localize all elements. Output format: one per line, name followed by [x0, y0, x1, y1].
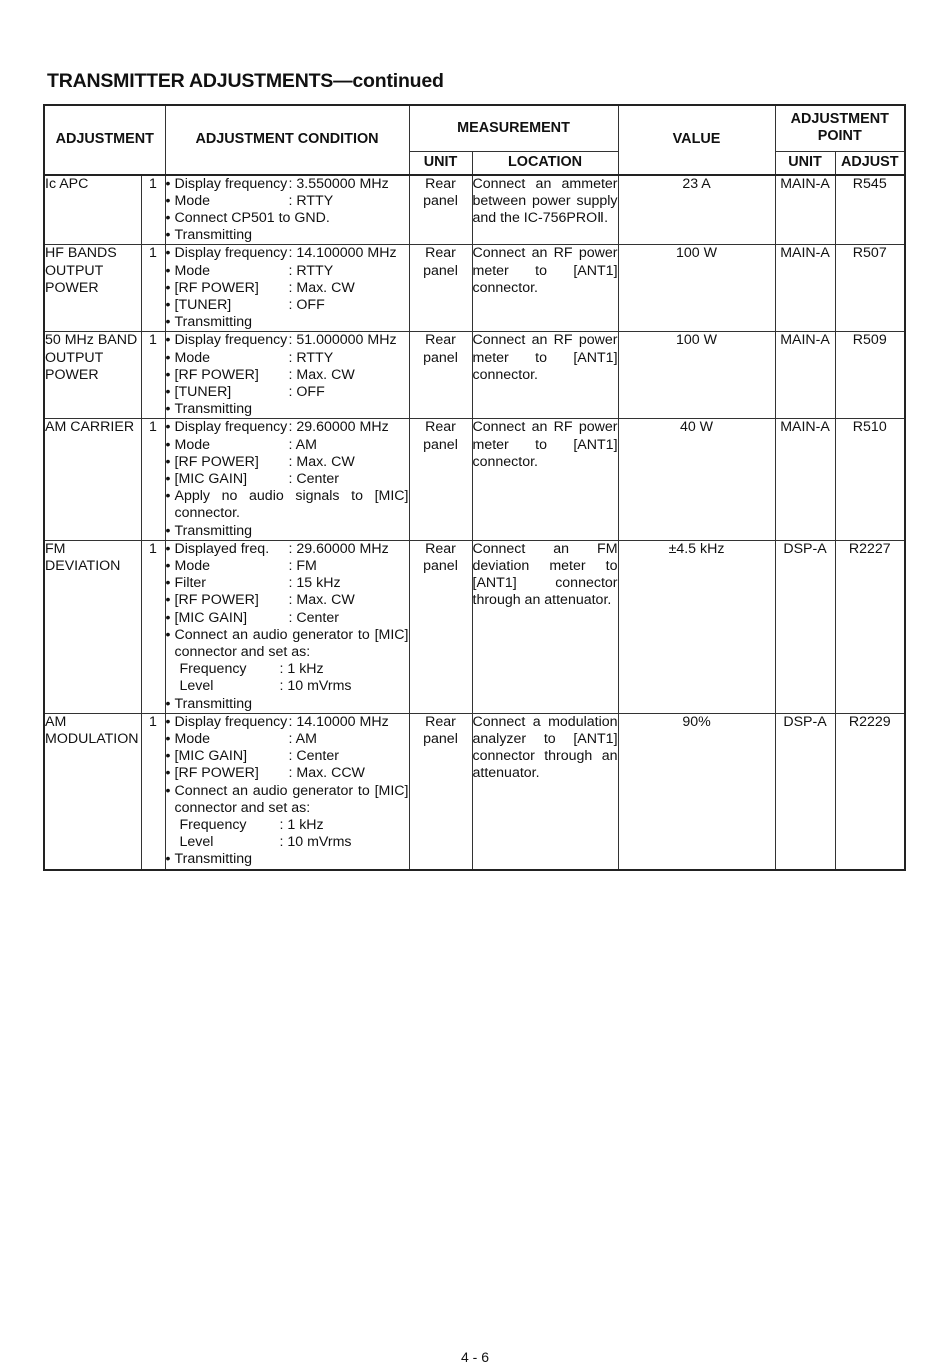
condition-value: : Max. CCW: [288, 765, 365, 782]
condition-line: [166, 437, 409, 454]
page-title: TRANSMITTER ADJUSTMENTS—continued: [47, 70, 444, 92]
condition-line: [166, 851, 409, 868]
condition-key: Display frequency: [174, 332, 288, 349]
condition-key: Display frequency: [174, 245, 288, 262]
table-row: [44, 245, 905, 332]
value: 100 W: [618, 245, 775, 332]
bullet: •: [165, 765, 171, 782]
condition-value: : AM: [288, 731, 317, 747]
bullet: •: [165, 332, 171, 349]
header-meas-location: LOCATION: [472, 151, 618, 175]
condition-key: Level: [179, 834, 214, 851]
header-ap-unit: UNIT: [775, 151, 835, 175]
step-number: 1: [141, 175, 165, 245]
condition-line: [166, 419, 409, 436]
adjustment-control: R509: [835, 332, 905, 419]
condition-text: Apply no audio signals to [MIC] connector.: [174, 488, 409, 522]
condition-line: [166, 350, 409, 367]
condition-value: : 10 mVrms: [279, 834, 352, 851]
measurement-location: Connect an RF power meter to [ANT1] connector.: [472, 332, 618, 419]
bullet: •: [165, 227, 171, 244]
adjustment-condition: [165, 419, 409, 540]
table-row: [44, 332, 905, 419]
condition-key: [RF POWER]: [174, 366, 259, 383]
condition-key: Mode: [174, 557, 210, 574]
condition-value: : 3.550000 MHz: [288, 175, 389, 192]
condition-line: [166, 297, 409, 314]
page-number: 4 - 6: [460, 1349, 489, 1365]
header-adjustment: ADJUSTMENT: [44, 105, 165, 175]
condition-value: : Max. CW: [288, 366, 355, 383]
condition-value: : 15 kHz: [288, 575, 341, 592]
adjustment-condition: [165, 713, 409, 869]
condition-line: [166, 731, 409, 748]
adjustment-table: [43, 104, 906, 871]
step-number: 1: [141, 245, 165, 332]
condition-key: Filter: [174, 575, 207, 592]
step-number: 1: [141, 332, 165, 419]
condition-key: Mode: [174, 262, 210, 279]
value: ±4.5 kHz: [618, 540, 775, 713]
bullet: •: [165, 626, 171, 643]
condition-line: [166, 210, 409, 227]
condition-key: Display frequency: [174, 175, 288, 192]
adjustment-unit: MAIN-A: [775, 175, 835, 245]
condition-value: : 10 mVrms: [279, 678, 352, 695]
condition-line: [166, 575, 409, 592]
bullet: •: [165, 470, 171, 487]
condition-line: [166, 541, 409, 558]
condition-line: [166, 696, 409, 713]
header-meas-unit: UNIT: [409, 151, 472, 175]
bullet: •: [165, 557, 171, 574]
condition-text: Transmitting: [174, 227, 253, 244]
condition-line: [166, 748, 409, 765]
adjustment-name: Ic APC: [44, 175, 141, 245]
condition-value: : 14.10000 MHz: [288, 713, 389, 730]
condition-value: : OFF: [288, 383, 325, 400]
measurement-location: Connect a modulation analyzer to [ANT1] connector through an attenuator.: [472, 713, 618, 869]
condition-key: Frequency: [179, 661, 247, 678]
bullet: •: [165, 731, 171, 747]
condition-key: [TUNER]: [174, 296, 232, 313]
bullet: •: [165, 540, 171, 557]
condition-line: [166, 401, 409, 418]
condition-key: [MIC GAIN]: [174, 470, 248, 487]
condition-value: : AM: [288, 436, 317, 453]
value: 100 W: [618, 332, 775, 419]
adjustment-name: AM CARRIER: [44, 419, 141, 540]
condition-text: Connect CP501 to GND.: [174, 209, 330, 226]
condition-value: : 51.000000 MHz: [288, 332, 397, 349]
measurement-unit: Rear panel: [409, 713, 472, 869]
condition-key: [RF POWER]: [174, 453, 259, 470]
table-row: [44, 419, 905, 540]
condition-value: : 1 kHz: [279, 817, 324, 834]
condition-line: [166, 783, 409, 817]
adjustment-condition: [165, 175, 409, 245]
table-body: [44, 175, 905, 870]
adjustment-unit: MAIN-A: [775, 245, 835, 332]
condition-line: [166, 176, 409, 193]
measurement-unit: Rear panel: [409, 332, 472, 419]
bullet: •: [165, 192, 171, 209]
condition-key: Mode: [174, 192, 210, 209]
adjustment-control: R545: [835, 175, 905, 245]
bullet: •: [165, 366, 171, 383]
condition-line: [166, 280, 409, 297]
step-number: 1: [141, 540, 165, 713]
condition-line: [166, 678, 409, 695]
condition-text: Transmitting: [174, 522, 253, 539]
measurement-unit: Rear panel: [409, 419, 472, 540]
bullet: •: [165, 314, 171, 331]
header-ap-adjust: ADJUST: [835, 151, 905, 175]
condition-line: [166, 263, 409, 280]
header-value: VALUE: [618, 105, 775, 175]
measurement-unit: Rear panel: [409, 175, 472, 245]
condition-value: : 14.100000 MHz: [288, 245, 397, 262]
adjustment-condition: [165, 540, 409, 713]
condition-value: : 29.60000 MHz: [288, 540, 389, 557]
adjustment-control: R510: [835, 419, 905, 540]
condition-value: : RTTY: [288, 192, 334, 209]
condition-line: [166, 227, 409, 244]
condition-value: : 1 kHz: [279, 661, 324, 678]
condition-line: [166, 367, 409, 384]
condition-value: : Center: [288, 470, 339, 487]
condition-line: [166, 193, 409, 210]
condition-key: [MIC GAIN]: [174, 609, 248, 626]
adjustment-name: FM DEVIATION: [44, 540, 141, 713]
condition-key: [RF POWER]: [174, 592, 259, 609]
condition-line: [166, 314, 409, 331]
bullet: •: [165, 782, 171, 799]
adjustment-name: HF BANDS OUTPUT POWER: [44, 245, 141, 332]
condition-line: [166, 714, 409, 731]
adjustment-condition: [165, 332, 409, 419]
condition-value: : RTTY: [288, 349, 334, 366]
condition-line: [166, 610, 409, 627]
condition-key: Mode: [174, 349, 210, 366]
bullet: •: [165, 209, 171, 226]
adjustment-unit: DSP-A: [775, 713, 835, 869]
condition-value: : OFF: [288, 296, 325, 313]
bullet: •: [165, 748, 171, 765]
bullet: •: [165, 401, 171, 418]
condition-line: [166, 627, 409, 661]
condition-key: Display frequency: [174, 419, 288, 436]
step-number: 1: [141, 419, 165, 540]
condition-key: [RF POWER]: [174, 765, 259, 782]
bullet: •: [165, 609, 171, 626]
condition-text: Connect an audio generator to [MIC] connector and set as:: [174, 626, 409, 660]
table-row: [44, 540, 905, 713]
condition-text: Transmitting: [174, 851, 253, 868]
measurement-unit: Rear panel: [409, 245, 472, 332]
condition-text: Connect an audio generator to [MIC] connector and set as:: [174, 782, 409, 816]
measurement-unit: Rear panel: [409, 540, 472, 713]
condition-value: : Max. CW: [288, 279, 355, 296]
value: 40 W: [618, 419, 775, 540]
condition-line: [166, 558, 409, 575]
measurement-location: Connect an RF power meter to [ANT1] connector.: [472, 245, 618, 332]
condition-line: [166, 384, 409, 401]
condition-line: [166, 834, 409, 851]
bullet: •: [165, 522, 171, 539]
condition-key: Displayed freq.: [174, 540, 270, 557]
bullet: •: [165, 349, 171, 366]
adjustment-unit: MAIN-A: [775, 419, 835, 540]
bullet: •: [165, 592, 171, 609]
adjustment-unit: DSP-A: [775, 540, 835, 713]
condition-line: [166, 332, 409, 349]
condition-line: [166, 592, 409, 609]
step-number: 1: [141, 713, 165, 869]
condition-line: [166, 817, 409, 834]
condition-key: Level: [179, 678, 214, 695]
table-row: [44, 175, 905, 245]
condition-line: [166, 245, 409, 262]
bullet: •: [165, 262, 171, 279]
adjustment-control: R2229: [835, 713, 905, 869]
condition-value: : Center: [288, 609, 339, 626]
condition-value: : 29.60000 MHz: [288, 419, 389, 436]
bullet: •: [165, 575, 171, 592]
bullet: •: [165, 419, 171, 436]
condition-value: : RTTY: [288, 262, 334, 279]
bullet: •: [165, 436, 171, 453]
condition-key: [MIC GAIN]: [174, 748, 248, 765]
condition-text: Transmitting: [174, 401, 253, 418]
adjustment-condition: [165, 245, 409, 332]
header-adjustment-point: ADJUSTMENT POINT: [775, 105, 905, 151]
condition-line: [166, 471, 409, 488]
bullet: •: [165, 296, 171, 313]
condition-key: Mode: [174, 731, 210, 747]
bullet: •: [165, 245, 171, 262]
bullet: •: [165, 488, 171, 505]
bullet: •: [165, 695, 171, 712]
value: 23 A: [618, 175, 775, 245]
bullet: •: [165, 383, 171, 400]
condition-value: : FM: [288, 557, 317, 574]
condition-text: Transmitting: [174, 695, 253, 712]
measurement-location: Connect an FM deviation meter to [ANT1] connector through an attenuator.: [472, 540, 618, 713]
condition-line: [166, 523, 409, 540]
bullet: •: [165, 453, 171, 470]
measurement-location: Connect an RF power meter to [ANT1] connector.: [472, 419, 618, 540]
condition-line: [166, 661, 409, 678]
adjustment-unit: MAIN-A: [775, 332, 835, 419]
bullet: •: [165, 175, 171, 192]
bullet: •: [165, 713, 171, 730]
adjustment-control: R507: [835, 245, 905, 332]
condition-key: Frequency: [179, 817, 247, 834]
table-row: [44, 713, 905, 869]
value: 90%: [618, 713, 775, 869]
measurement-location: Connect an ammeter between power supply and the IC-756PROⅡ.: [472, 175, 618, 245]
condition-value: : Center: [288, 748, 339, 765]
bullet: •: [165, 851, 171, 868]
adjustment-control: R2227: [835, 540, 905, 713]
adjustment-name: 50 MHz BAND OUTPUT POWER: [44, 332, 141, 419]
bullet: •: [165, 279, 171, 296]
condition-key: Display frequency: [174, 713, 288, 730]
condition-key: [RF POWER]: [174, 279, 259, 296]
adjustment-name: AM MODULATION: [44, 713, 141, 869]
condition-line: [166, 765, 409, 782]
condition-text: Transmitting: [174, 314, 253, 331]
condition-line: [166, 454, 409, 471]
condition-key: [TUNER]: [174, 383, 232, 400]
header-condition: ADJUSTMENT CONDITION: [165, 105, 409, 175]
condition-value: : Max. CW: [288, 592, 355, 609]
header-measurement: MEASUREMENT: [409, 105, 618, 151]
condition-line: [166, 488, 409, 522]
condition-value: : Max. CW: [288, 453, 355, 470]
condition-key: Mode: [174, 436, 210, 453]
